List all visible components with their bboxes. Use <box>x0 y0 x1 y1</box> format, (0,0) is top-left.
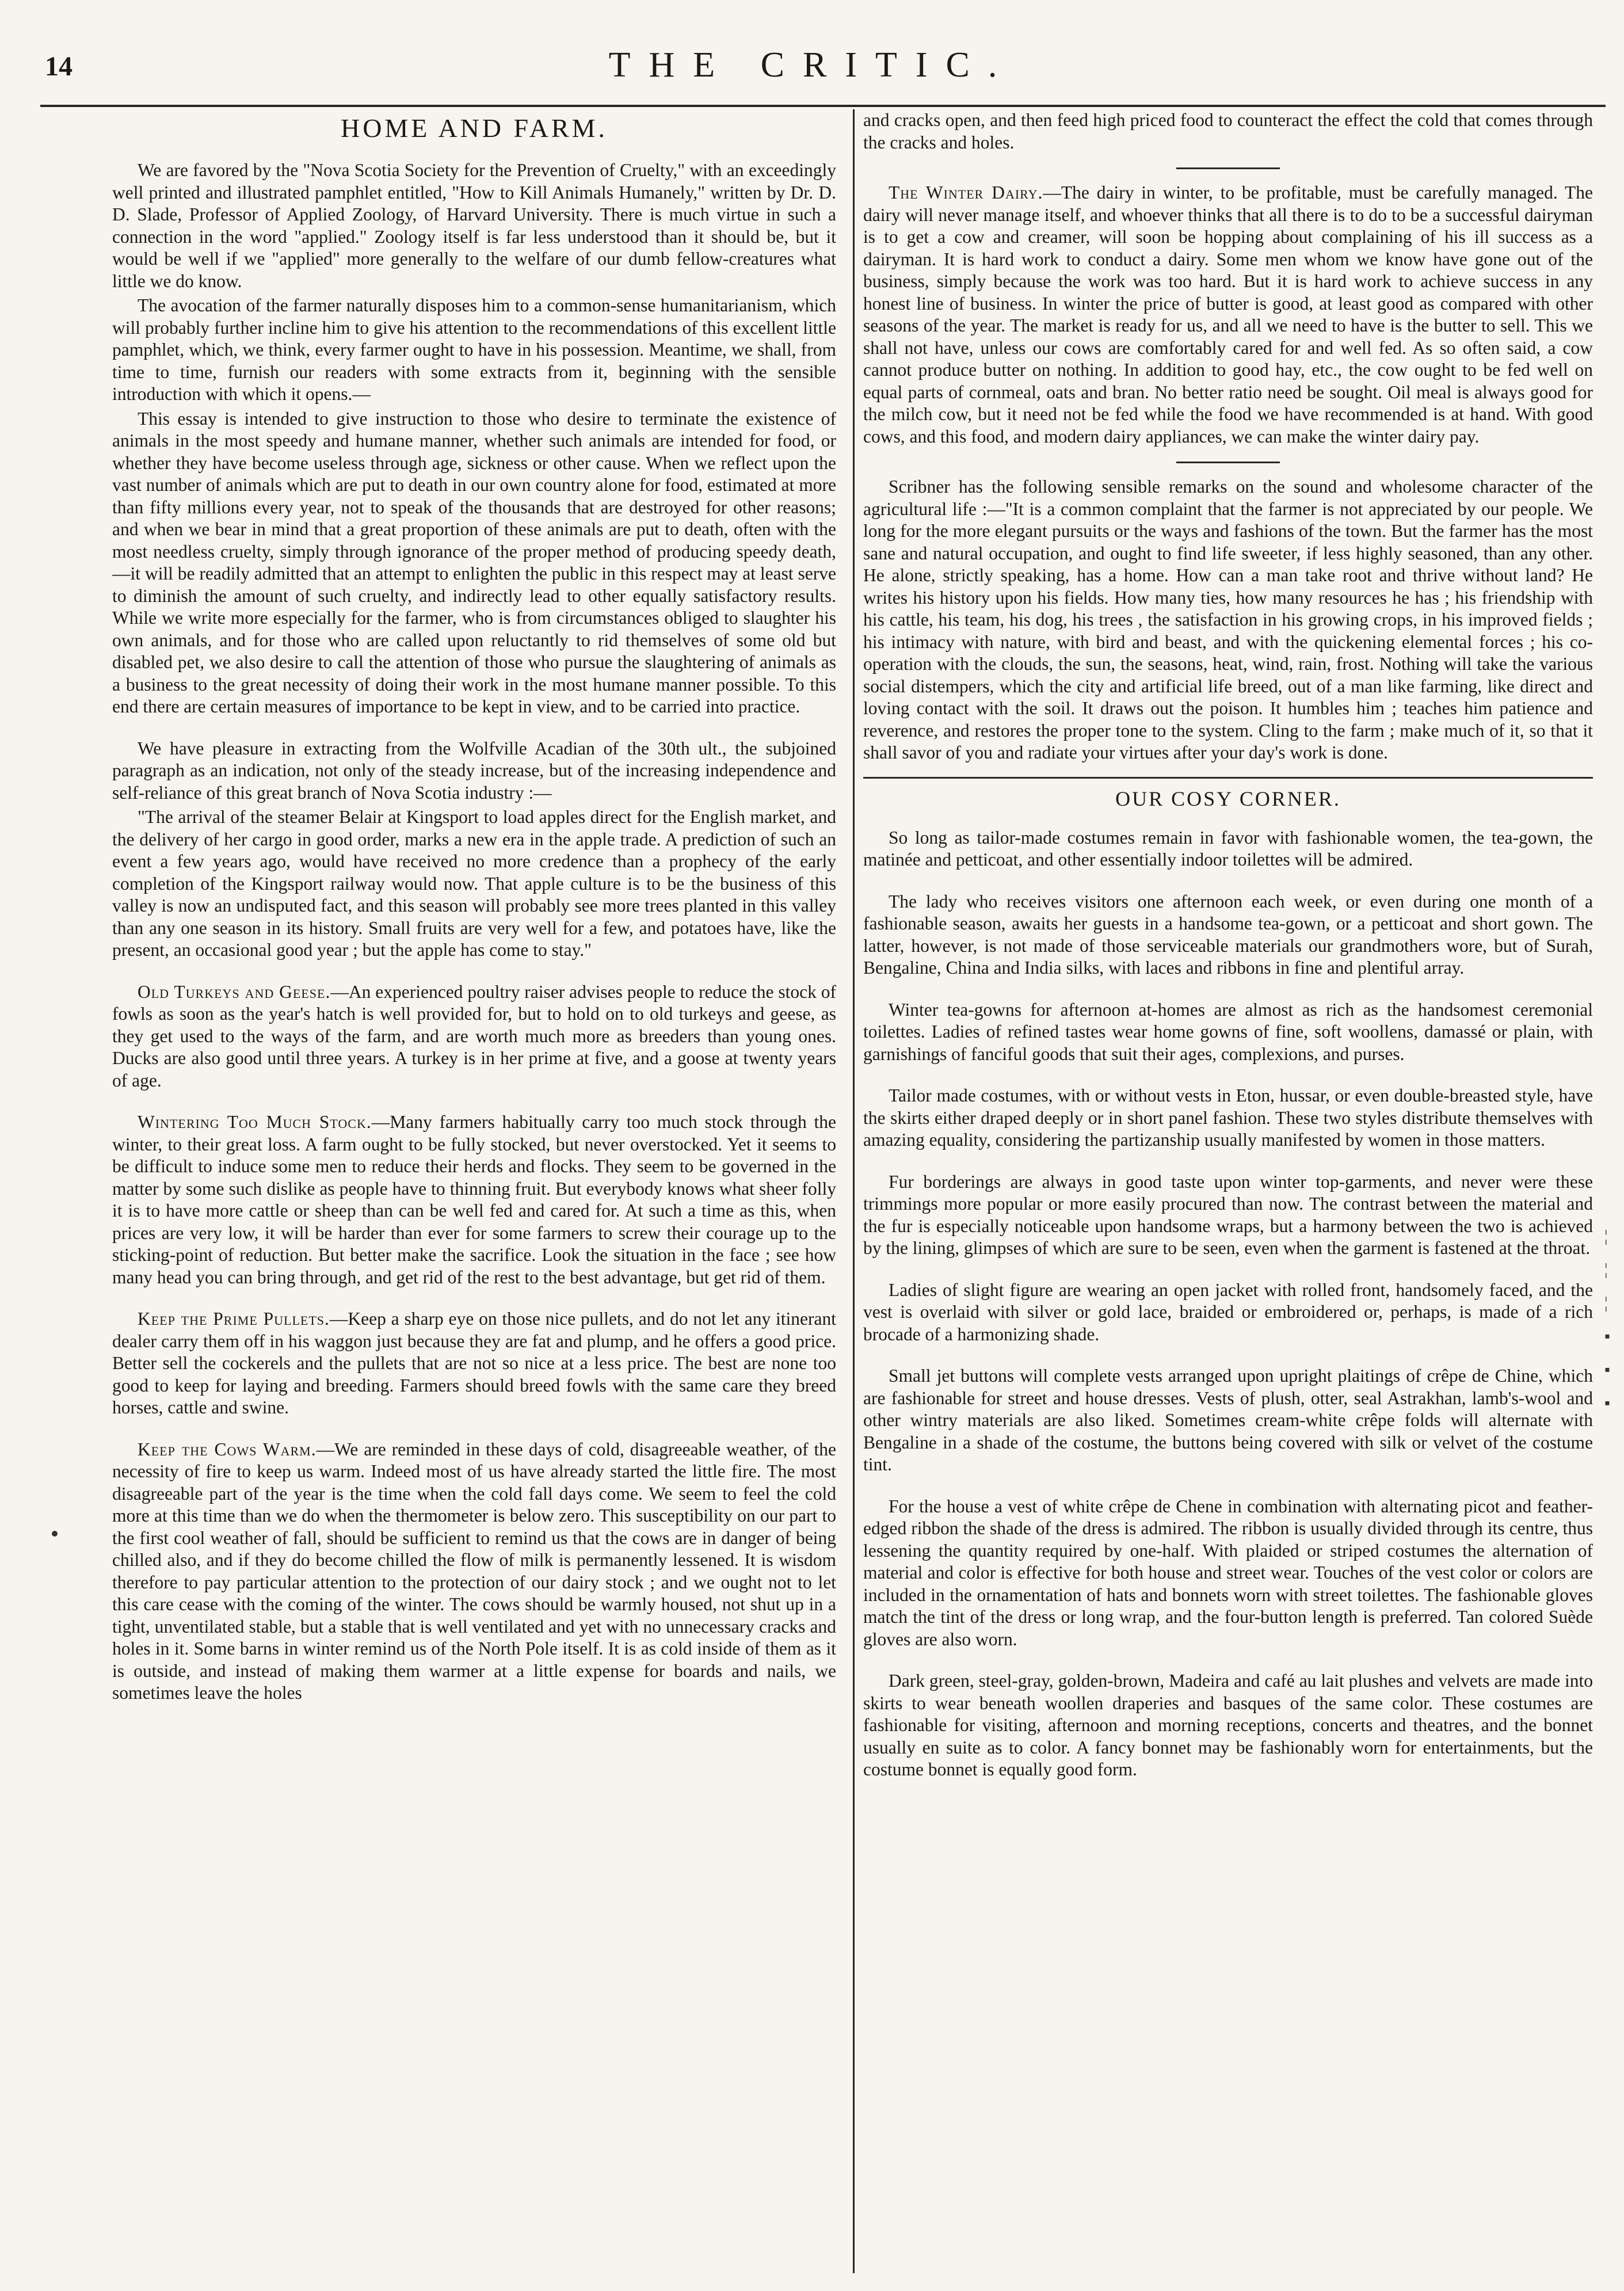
right-column <box>863 109 1593 2279</box>
margin-mark: ¦ <box>1604 1261 1608 1279</box>
item-cows <box>112 1439 836 1705</box>
section-title-home-and-farm: HOME AND FARM. <box>340 113 608 143</box>
item-pullets <box>112 1308 836 1419</box>
separator-rule <box>1176 462 1280 463</box>
article-paragraph: We have pleasure in extracting from the Wolfville Acadian of the 30th ult., the subjoined paragraph as an indication, not only of the steady increase, but of the increasing independence and self-reliance of this great branch of Nova Scotia industry :— <box>112 738 836 803</box>
item-heading: Keep the Prime Pullets. <box>138 1309 330 1329</box>
item-heading: Keep the Cows Warm. <box>138 1439 317 1459</box>
quoted-paragraph: "The arrival of the steamer Belair at Kingsport to load apples direct for the English market, and the delivery of her cargo in good order, marks a new era in the apple trade. A prediction of such an event a few years ago, would have received no more credence than a prophecy of the early completion of the Kingsport railway would now. That apple culture is to be the business of this valley is now an undisputed fact, and this season will probably see more trees planted in this valley than any one season in its history. Small fruits are very well for a few, and potatoes have, like the present, an occasional good year ; but the apple has come to stay." <box>112 807 836 960</box>
spacer <box>863 1262 1593 1279</box>
margin-mark: ▪ <box>1604 1394 1610 1412</box>
scribner-paragraph: Scribner has the following sensible remarks on the sound and wholesome character of the agricultural life :—"It is a common complaint that the farmer is not appreciated by our people. We long for the more elegant pursuits or the ways and fashions of the town. But the farmer has the most sane and natural occupation, and ought to find life sweeter, if less highly seasoned, than any other. He alone, strictly speaking, has a home. How can a man take root and thrive without land? He writes his history upon his fields. How many ties, how many resources he has ; his friendship with his cattle, his team, his dog, his trees , the satisfaction in his growing crops, in his improved fields ; his intimacy with nature, with bird and beast, and with the quickening elemental forces ; his co-operation with the clouds, the sun, the seasons, heat, wind, rain, frost. Nothing will take the various social distempers, which the city and artificial life breed, out of a man like farming, like direct and loving contact with the soil. It draws out the poison. It humbles him ; teaches him patience and reverence, and restores the proper tone to the system. Cling to the farm ; make much of it, so that it shall savor of you and radiate your virtues after your day's work is done. <box>863 477 1593 763</box>
item-text: —The dairy in winter, to be profitable, must be carefully managed. The dairy will never manage itself, and whoever thinks that all there is to do to be a successful dairyman is to get a cow and creamer, will soon be hopping about complaining of his ill success as a dairyman. It is hard work to conduct a dairy. Some men whom we know have gone out of the business, simply because the work was too hard. But it is hard work to achieve success in any honest line of business. In winter the price of butter is good, at least good as compared with other seasons of the year. The market is ready for us, and all we need to have is the butter to sell. This we shall not have, unless our cows are comfortably cared for and well fed. As so often said, a cow cannot produce butter on nothing. In addition to good hay, etc., the cow ought to be fed well on equal parts of cornmeal, oats and bran. No better ratio need be sought. Oil meal is always good for the milch cow, but it need not be fed while the food we have recommended is at hand. With good cows, and this food, and modern dairy appliances, we can make the winter dairy pay. <box>863 182 1593 447</box>
spacer <box>863 1478 1593 1496</box>
spacer <box>863 1348 1593 1365</box>
item-heading: The Winter Dairy. <box>889 182 1043 203</box>
spacer <box>863 1068 1593 1085</box>
item-heading: Old Turkeys and Geese. <box>138 981 331 1002</box>
item-text: —An experienced poultry raiser advises people to reduce the stock of fowls as soon as the year's hatch is well provided for, but to hold on to old turkeys and geese, as they get used to the ways of the farm, and are worth much more as breeders than young ones. Ducks are also good until three years. A turkey is in her prime at five, and a goose at twenty years of age. <box>112 981 836 1091</box>
header-rule <box>40 105 1606 107</box>
spacer <box>112 1421 836 1439</box>
fashion-paragraph: For the house a vest of white crêpe de Chene in combination with alternating picot and feather-edged ribbon the shade of the dress is admired. The ribbon is usually divided through its centre, thus lessening the quantity required by one-half. With plaided or striped costumes the alternation of material and color is effective for both house and street wear. Touches of the vest color or colors are included in the ornamentation of hats and bonnets worn with street toilettes. The fashionable gloves match the tint of the dress or long wrap, and the four-button length is preferred. Tan colored Suède gloves are also worn. <box>863 1496 1593 1649</box>
item-text: —Keep a sharp eye on those nice pullets, and do not let any itinerant dealer carry them off in his waggon just because they are fat and plump, and he offers a good price. Better sell the cockerels and the pullets that are not so nice at a less price. The best are none too good to keep for laying and breeding. Farmers should breed fowls with the same care they breed horses, cattle and swine. <box>112 1309 836 1417</box>
fashion-paragraph: Small jet buttons will complete vests arranged upon upright plaitings of crêpe de Chine, which are fashionable for street and house dresses. Vests of plush, otter, seal Astrakhan, lamb's-wool and other wintry materials are also liked. Sometimes cream-white crêpe folds will alternate with Bengaline in a shade of the costume, the buttons being covered with silk or velvet of the costume tint. <box>863 1366 1593 1474</box>
margin-ink-marks <box>1604 1220 1622 1420</box>
spacer <box>863 1154 1593 1171</box>
margin-mark: ¦ <box>1604 1228 1608 1245</box>
column-rule <box>853 109 855 2273</box>
spacer <box>112 1094 836 1111</box>
fashion-paragraph: Ladies of slight figure are wearing an open jacket with rolled front, handsomely faced, and the vest is overlaid with silver or gold lace, braided or embroidered or, perhaps, is made of a rich brocade of a harmonizing shade. <box>863 1279 1593 1344</box>
spacer <box>863 874 1593 891</box>
item-text: —Many farmers habitually carry too much stock through the winter, to their great loss. A farm ought to be fully stocked, but never overstocked. Yet it seems to be difficult to induce some men to reduce their herds and flocks. They seem to be governed in the matter by some such dislike as people have to thinning fruit. But everybody knows what sheer folly it is to have more cattle or sheep than can be well fed and cared for. At such a time as this, when prices are very low, it will be harder than ever for some farmers to screw their courage up to the sticking-point of reduction. But better make the sacrifice. Look the situation in the face ; see how many head you can bring through, and get rid of the rest to the best advantage, but get rid of them. <box>112 1112 836 1287</box>
spacer <box>863 982 1593 999</box>
ink-spot <box>52 1531 58 1537</box>
margin-mark: ▪ <box>1604 1361 1610 1379</box>
spacer <box>112 721 836 738</box>
separator-rule <box>1176 167 1280 169</box>
margin-mark: ¦ <box>1604 1294 1608 1312</box>
item-winter-dairy <box>863 182 1593 448</box>
fashion-paragraph: Fur borderings are always in good taste upon winter top-garments, and never were these trimmings more popular or more easily procured than now. The contrast between the material and the fur is especially noticeable upon handsome wraps, but a harmony between the two is achieved by the lining, glimpses of which are sure to be seen, even when the garment is fastened at the throat. <box>863 1171 1593 1258</box>
spacer <box>112 964 836 981</box>
continued-paragraph: and cracks open, and then feed high priced food to counteract the effect the cold that comes through the cracks and holes. <box>863 110 1593 153</box>
page-number: 14 <box>45 51 73 82</box>
fashion-paragraph: Tailor made costumes, with or without vests in Eton, hussar, or even double-breasted style, have the skirts either draped deeply or in short panel fashion. These two styles distribute themselves with amazing equality, considering the partizanship usually manifested by women in those matters. <box>863 1085 1593 1150</box>
spacer <box>863 1653 1593 1670</box>
article-paragraph: The avocation of the farmer naturally disposes him to a common-sense humanitarianism, which will probably further incline him to give his attention to the recommendations of this excellent little pamphlet, which, we think, every farmer ought to have in his possession. Meantime, we shall, from time to time, furnish our readers with some extracts from it, beginning with the sensible introduction with which it opens.— <box>112 295 836 404</box>
masthead: THE CRITIC. <box>608 45 1016 85</box>
margin-mark: ▪ <box>1604 1328 1610 1345</box>
fashion-paragraph: The lady who receives visitors one afternoon each week, or even during one month of a fashionable season, awaits her guests in a handsome tea-gown, or a petticoat and short gown. The latter, however, is not made of those serviceable materials our grandmothers wore, but of Surah, Bengaline, China and India silks, with laces and ribbons in fine and plentiful array. <box>863 891 1593 978</box>
item-text: —We are reminded in these days of cold, disagreeable weather, of the necessity of fire to keep us warm. Indeed most of us have already started the little fire. The most disagreeable part of the year is the time when the cold fall days come. We seem to feel the cold more at this time than we do when the thermometer is below zero. This susceptibility on our part to the first cool weather of fall, should be sufficient to remind us that the cows are in danger of being chilled also, and if they do become chilled the flow of milk is permanently lessened. It is wisdom therefore to pay particular attention to the protection of our dairy stock ; and we ought not to let this care cease with the coming of the winter. The cows should be warmly housed, not shut up in a tight, unventilated stable, but a stable that is well ventilated and yet with no unnecessary cracks and holes in it. Some barns in winter remind us of the North Pole itself. It is as cold inside of them as it is outside, and instead of making them warmer at a little expense for boards and nails, we sometimes leave the holes <box>112 1439 836 1703</box>
item-heading: Wintering Too Much Stock. <box>138 1112 372 1132</box>
left-column <box>112 109 836 2279</box>
running-head <box>0 45 1624 108</box>
spacer <box>112 1291 836 1308</box>
item-turkeys <box>112 981 836 1092</box>
item-stock <box>112 1111 836 1289</box>
fashion-paragraph: Winter tea-gowns for afternoon at-homes are almost as rich as the handsomest ceremonial toilettes. Ladies of refined tastes wear home gowns of fine, soft woollens, damassé or plain, with garnishings of fanciful goods that suit their ages, complexions, and purses. <box>863 999 1593 1064</box>
fashion-paragraph: Dark green, steel-gray, golden-brown, Madeira and café au lait plushes and velvets are made into skirts to wear beneath woollen draperies and basques of the same color. These costumes are fashionable for visiting, afternoon and morning receptions, concerts and theatres, and the bonnet usually en suite as to color. A fancy bonnet may be fashionably worn for entertainments, but the costume bonnet is equally good form. <box>863 1671 1593 1779</box>
section-title-cosy-corner: OUR COSY CORNER. <box>1115 787 1341 810</box>
fashion-paragraph: So long as tailor-made costumes remain in favor with fashionable women, the tea-gown, the matinée and petticoat, and other essentially indoor toilettes will be admired. <box>863 827 1593 870</box>
article-paragraph: We are favored by the "Nova Scotia Society for the Prevention of Cruelty," with an exceedingly well printed and illustrated pamphlet entitled, "How to Kill Animals Humanely," written by Dr. D. D. Slade, Professor of Applied Zoology, of Harvard University. There is much virtue in such a connection in the word "applied." Zoology itself is far less understood than it should be, but it would be well if we "applied" more generally to the welfare of our dumb fellow-creatures what little we do know. <box>112 160 836 291</box>
separator-rule <box>863 777 1593 779</box>
article-paragraph: This essay is intended to give instruction to those who desire to terminate the existence of animals in the most speedy and humane manner, whether such animals are intended for food, or whether they have become useless through age, sickness or other cause. When we reflect upon the vast number of animals which are put to death in our own country alone for food, estimated at more than fifty millions every year, not to speak of the thousands that are destroyed for other reasons; and when we bear in mind that a great proportion of these animals are put to death, often with the most needless cruelty, simply through ignorance of the proper method of producing speedy death,—it will be readily admitted that an attempt to enlighten the public in this respect may at least serve to diminish the amount of such cruelty, and indirectly lead to other equally satisfactory results. While we write more especially for the farmer, who is from circumstances obliged to slaughter his own animals, and for those who are called upon reluctantly to rid themselves of some old but disabled pet, we also desire to call the attention of those who pursue the slaughtering of animals as a business to the great necessity of doing their work in the most humane manner possible. To this end there are certain measures of importance to be kept in view, and to be carried into practice. <box>112 408 836 716</box>
